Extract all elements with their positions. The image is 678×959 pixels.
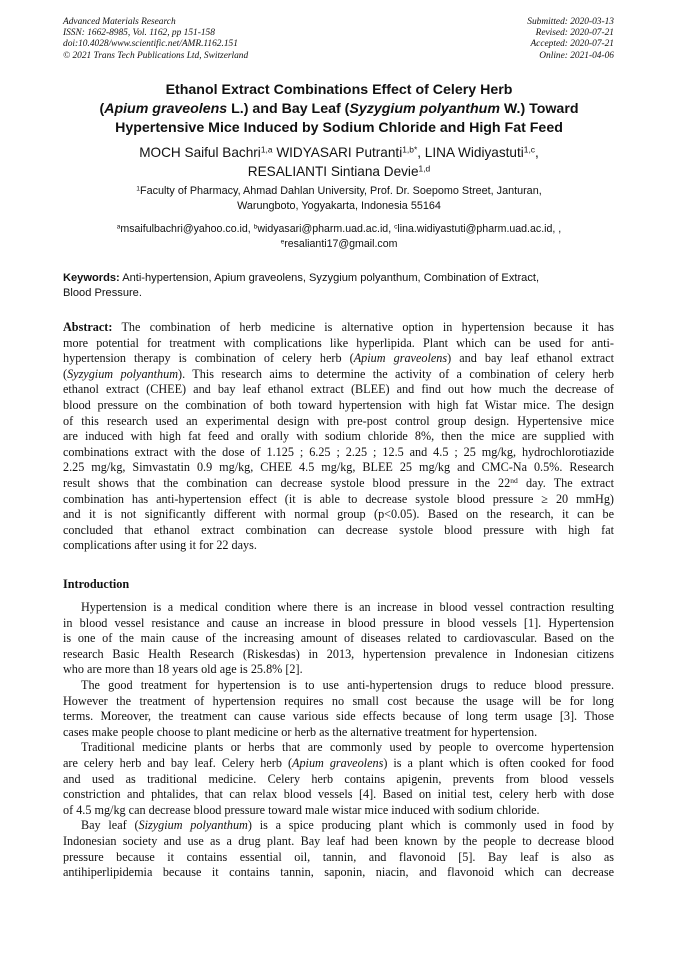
abstract-line: concluded that ethanol extract combination can decrease systole blood pressure with high fat <box>63 522 614 537</box>
body-line: However the treatment of hypertension requires no small cost because the usage will be for long <box>63 693 614 708</box>
email-link[interactable]: widyasari@pharm.uad.ac.id, <box>257 223 395 235</box>
abstract-line: combination has anti-hypertension effect (it is able to decrease systole blood pressure ≥ 20 mmHg) <box>63 491 614 506</box>
affiliation <box>40 184 638 214</box>
email-sup: b <box>253 223 258 231</box>
affiliation-line-1 <box>40 184 638 199</box>
author-sup: 1,a <box>260 144 273 155</box>
abstract-line: 2.25 mg/kg, Simvastatin 0.9 mg/kg, CHEE 4.5 mg/kg, BLEE 25 mg/kg and CMC-Na 0.5%. Research <box>63 460 614 475</box>
keywords <box>63 271 614 300</box>
affiliation-line-2: Warungboto, Yogyakarta, Indonesia 55164 <box>237 200 441 212</box>
authors-line-2 <box>40 162 638 181</box>
body-line <box>63 818 614 834</box>
body-line: Traditional medicine plants or herbs that are commonly used by people to overcome hypertension <box>81 740 614 755</box>
authors-line-1 <box>40 143 638 162</box>
body-text: ) is a plant which is often cooked for food <box>383 755 614 770</box>
author-sup: 1,b* <box>402 144 418 155</box>
keywords-line-1 <box>63 271 614 286</box>
author-list <box>40 143 638 181</box>
title-text: L.) and Bay Leaf ( <box>227 101 350 117</box>
journal-header-left <box>63 17 248 62</box>
intro-paragraph-3 <box>63 740 614 818</box>
body-line: Indonesian society and use as a drug plant. Bay leaf had been known by the people to decrease blood <box>63 833 614 848</box>
abstract-species: Syzygium polyanthum <box>67 366 179 381</box>
abstract-line: ethanol extract (CHEE) and bay leaf ethanol extract (BLEE) and find out how much the decrease of <box>63 382 614 397</box>
body-line: in blood vessel resistance and cause an increase in blood pressure in blood vessels [1]. Hypertension <box>63 615 614 630</box>
paper-title <box>40 81 638 138</box>
body-line: antihiperlipidemia because it contains tannin, saponin, niacin, and flavonoid which can decrease <box>63 865 614 880</box>
title-line-1: Ethanol Extract Combinations Effect of Celery Herb <box>165 82 513 98</box>
abstract-text: hypertension therapy is combination of celery herb ( <box>63 351 354 366</box>
keywords-text: Anti-hypertension, Apium graveolens, Syzygium polyanthum, Combination of Extract, <box>119 272 540 284</box>
email-link[interactable]: msaifulbachri@yahoo.co.id, <box>120 223 254 235</box>
body-text: ) is a spice producing plant which is commonly used in food by <box>247 818 614 833</box>
intro-paragraph-4-rest <box>63 834 614 881</box>
author-name: WIDYASARI Putranti <box>272 145 403 160</box>
body-line: who are more than 18 years old age is 25.8% [2]. <box>63 662 303 677</box>
copyright-line: © 2021 Trans Tech Publications Ltd, Switzerland <box>63 50 249 61</box>
body-species: Sizygium polyanthum <box>138 818 248 833</box>
title-species-2: Syzygium polyanthum <box>349 101 500 117</box>
abstract-text: result shows that the combination can decrease systole blood pressure in the 22 <box>63 475 511 490</box>
body-line: constriction and phtalides, that can relax blood vessels [4]. Based on initial test, celery herb with dose <box>63 787 614 802</box>
author-emails <box>40 222 638 252</box>
body-line: of 4.5 mg/kg can decrease blood pressure toward male wistar mice induced with sodium chloride. <box>63 802 540 817</box>
author-sep: , <box>535 145 539 160</box>
abstract-line: complications after using it for 22 days. <box>63 538 257 553</box>
body-line: is one of the main cause of the increasing amount of diseases related to cardiovascular. Based on the <box>63 631 614 646</box>
email-link[interactable]: resalianti17@gmail.com <box>284 238 398 250</box>
email-sup: e <box>280 238 285 246</box>
abstract-text: The combination of herb medicine is alternative option in hypertension because it has <box>112 320 614 334</box>
title-text: ( <box>99 101 105 117</box>
revised-date: Revised: 2020-07-21 <box>535 28 614 39</box>
section-heading-introduction: Introduction <box>63 577 130 591</box>
journal-header-right <box>527 17 614 62</box>
body-species: Apium graveolens <box>292 755 384 770</box>
doi-line: doi:10.4028/www.scientific.net/AMR.1162.151 <box>63 39 238 50</box>
body-line <box>63 756 614 772</box>
body-line: The good treatment for hypertension is to use anti-hypertension drugs to reduce blood pressure. <box>81 677 614 692</box>
abstract-line: are induced with high fat feed and orally with sodium chloride 8%, then the mice are supplied with <box>63 429 614 444</box>
abstract-label: Abstract: <box>63 320 113 334</box>
body-line: pressure because it contains essential oil, tannin, and flavonoid [5]. Bay leaf is also as <box>63 849 614 864</box>
introduction-body <box>63 600 614 881</box>
title-line-2 <box>40 100 638 119</box>
author-sup: 1,c <box>523 144 536 155</box>
intro-paragraph-1 <box>63 600 614 678</box>
title-line-3: Hypertensive Mice Induced by Sodium Chloride and High Fat Feed <box>115 120 563 136</box>
submitted-date: Submitted: 2020-03-13 <box>527 17 614 27</box>
affiliation-text: Faculty of Pharmacy, Ahmad Dahlan University, Prof. Dr. Soepomo Street, Janturan, <box>140 185 542 197</box>
author-name: RESALIANTI Sintiana Devie <box>247 164 419 179</box>
abstract-text: ). This research aims to determine the activity of a combination of celery herb <box>178 366 614 381</box>
body-text: Bay leaf ( <box>81 818 139 833</box>
emails-line-1 <box>40 222 638 237</box>
abstract-line: of this research used an experimental design with pre-post control group design. Hypertensive mice <box>63 413 614 428</box>
author-sup: 1,d <box>418 163 431 174</box>
online-date: Online: 2021-04-06 <box>539 50 614 61</box>
abstract-line: and it is not significantly different with normal group (p<0.05). Based on the research, it can be <box>63 507 614 522</box>
email-sup: c <box>394 223 398 231</box>
title-species-1: Apium graveolens <box>104 101 228 117</box>
body-line: and used as traditional medicine. Celery herb contains apigenin, prevents from blood vessels <box>63 771 614 786</box>
keywords-line-2: Blood Pressure. <box>63 286 142 299</box>
abstract-species: Apium graveolens <box>353 351 448 366</box>
issn-line: ISSN: 1662-8985, Vol. 1162, pp 151-158 <box>63 28 215 39</box>
abstract-text: day. The extract <box>517 475 615 490</box>
author-name: , LINA Widiyastuti <box>417 145 524 160</box>
keywords-label: Keywords: <box>63 272 120 284</box>
email-sup: a <box>116 223 121 231</box>
emails-line-2 <box>40 237 638 252</box>
abstract-text: ( <box>63 366 68 381</box>
abstract-line <box>63 320 614 336</box>
body-line: research Basic Health Research (Riskesdas) in 2013, hypertension prevalence in Indonesian citizens <box>63 646 614 661</box>
accepted-date: Accepted: 2020-07-21 <box>530 39 614 50</box>
intro-paragraph-2 <box>63 678 614 740</box>
abstract-line <box>63 351 614 367</box>
abstract <box>63 320 614 554</box>
body-line: terms. Moreover, the treatment can cause various side effects because of long term usage [3]. Those <box>63 709 614 724</box>
title-text: W.) Toward <box>499 101 579 117</box>
affiliation-sup: 1 <box>136 185 141 193</box>
intro-paragraph-4 <box>63 818 614 880</box>
abstract-line: more potential for treatment with complications like hyperlipida. Plant which can be used for anti- <box>63 335 614 350</box>
author-name: MOCH Saiful Bachri <box>139 145 261 160</box>
body-line: cases make people choose to plant medicine or herb as the alternative treatment for hypertension. <box>63 724 538 739</box>
body-line: Hypertension is a medical condition where there is an increase in blood vessel contraction resulting <box>81 600 614 614</box>
intro-paragraph-3-rest <box>63 772 614 819</box>
email-link[interactable]: lina.widiyastuti@pharm.uad.ac.id, , <box>397 223 562 235</box>
abstract-line <box>63 476 614 492</box>
journal-name: Advanced Materials Research <box>63 17 176 27</box>
body-text: are celery herb and bay leaf. Celery herb ( <box>63 755 293 770</box>
ordinal-sup: nd <box>510 475 518 485</box>
abstract-line <box>63 367 614 383</box>
abstract-line: combinations extract with the dose of 1.125 ; 6.25 ; 2.25 ; 12.5 and 4.5 ; 25 mg/kg, hydrochlorotiazide <box>63 444 614 459</box>
abstract-line: blood pressure on the combination of both toward hypertension with high fat Wistar mice. The design <box>63 397 614 412</box>
abstract-text: ) and bay leaf ethanol extract <box>447 351 615 366</box>
